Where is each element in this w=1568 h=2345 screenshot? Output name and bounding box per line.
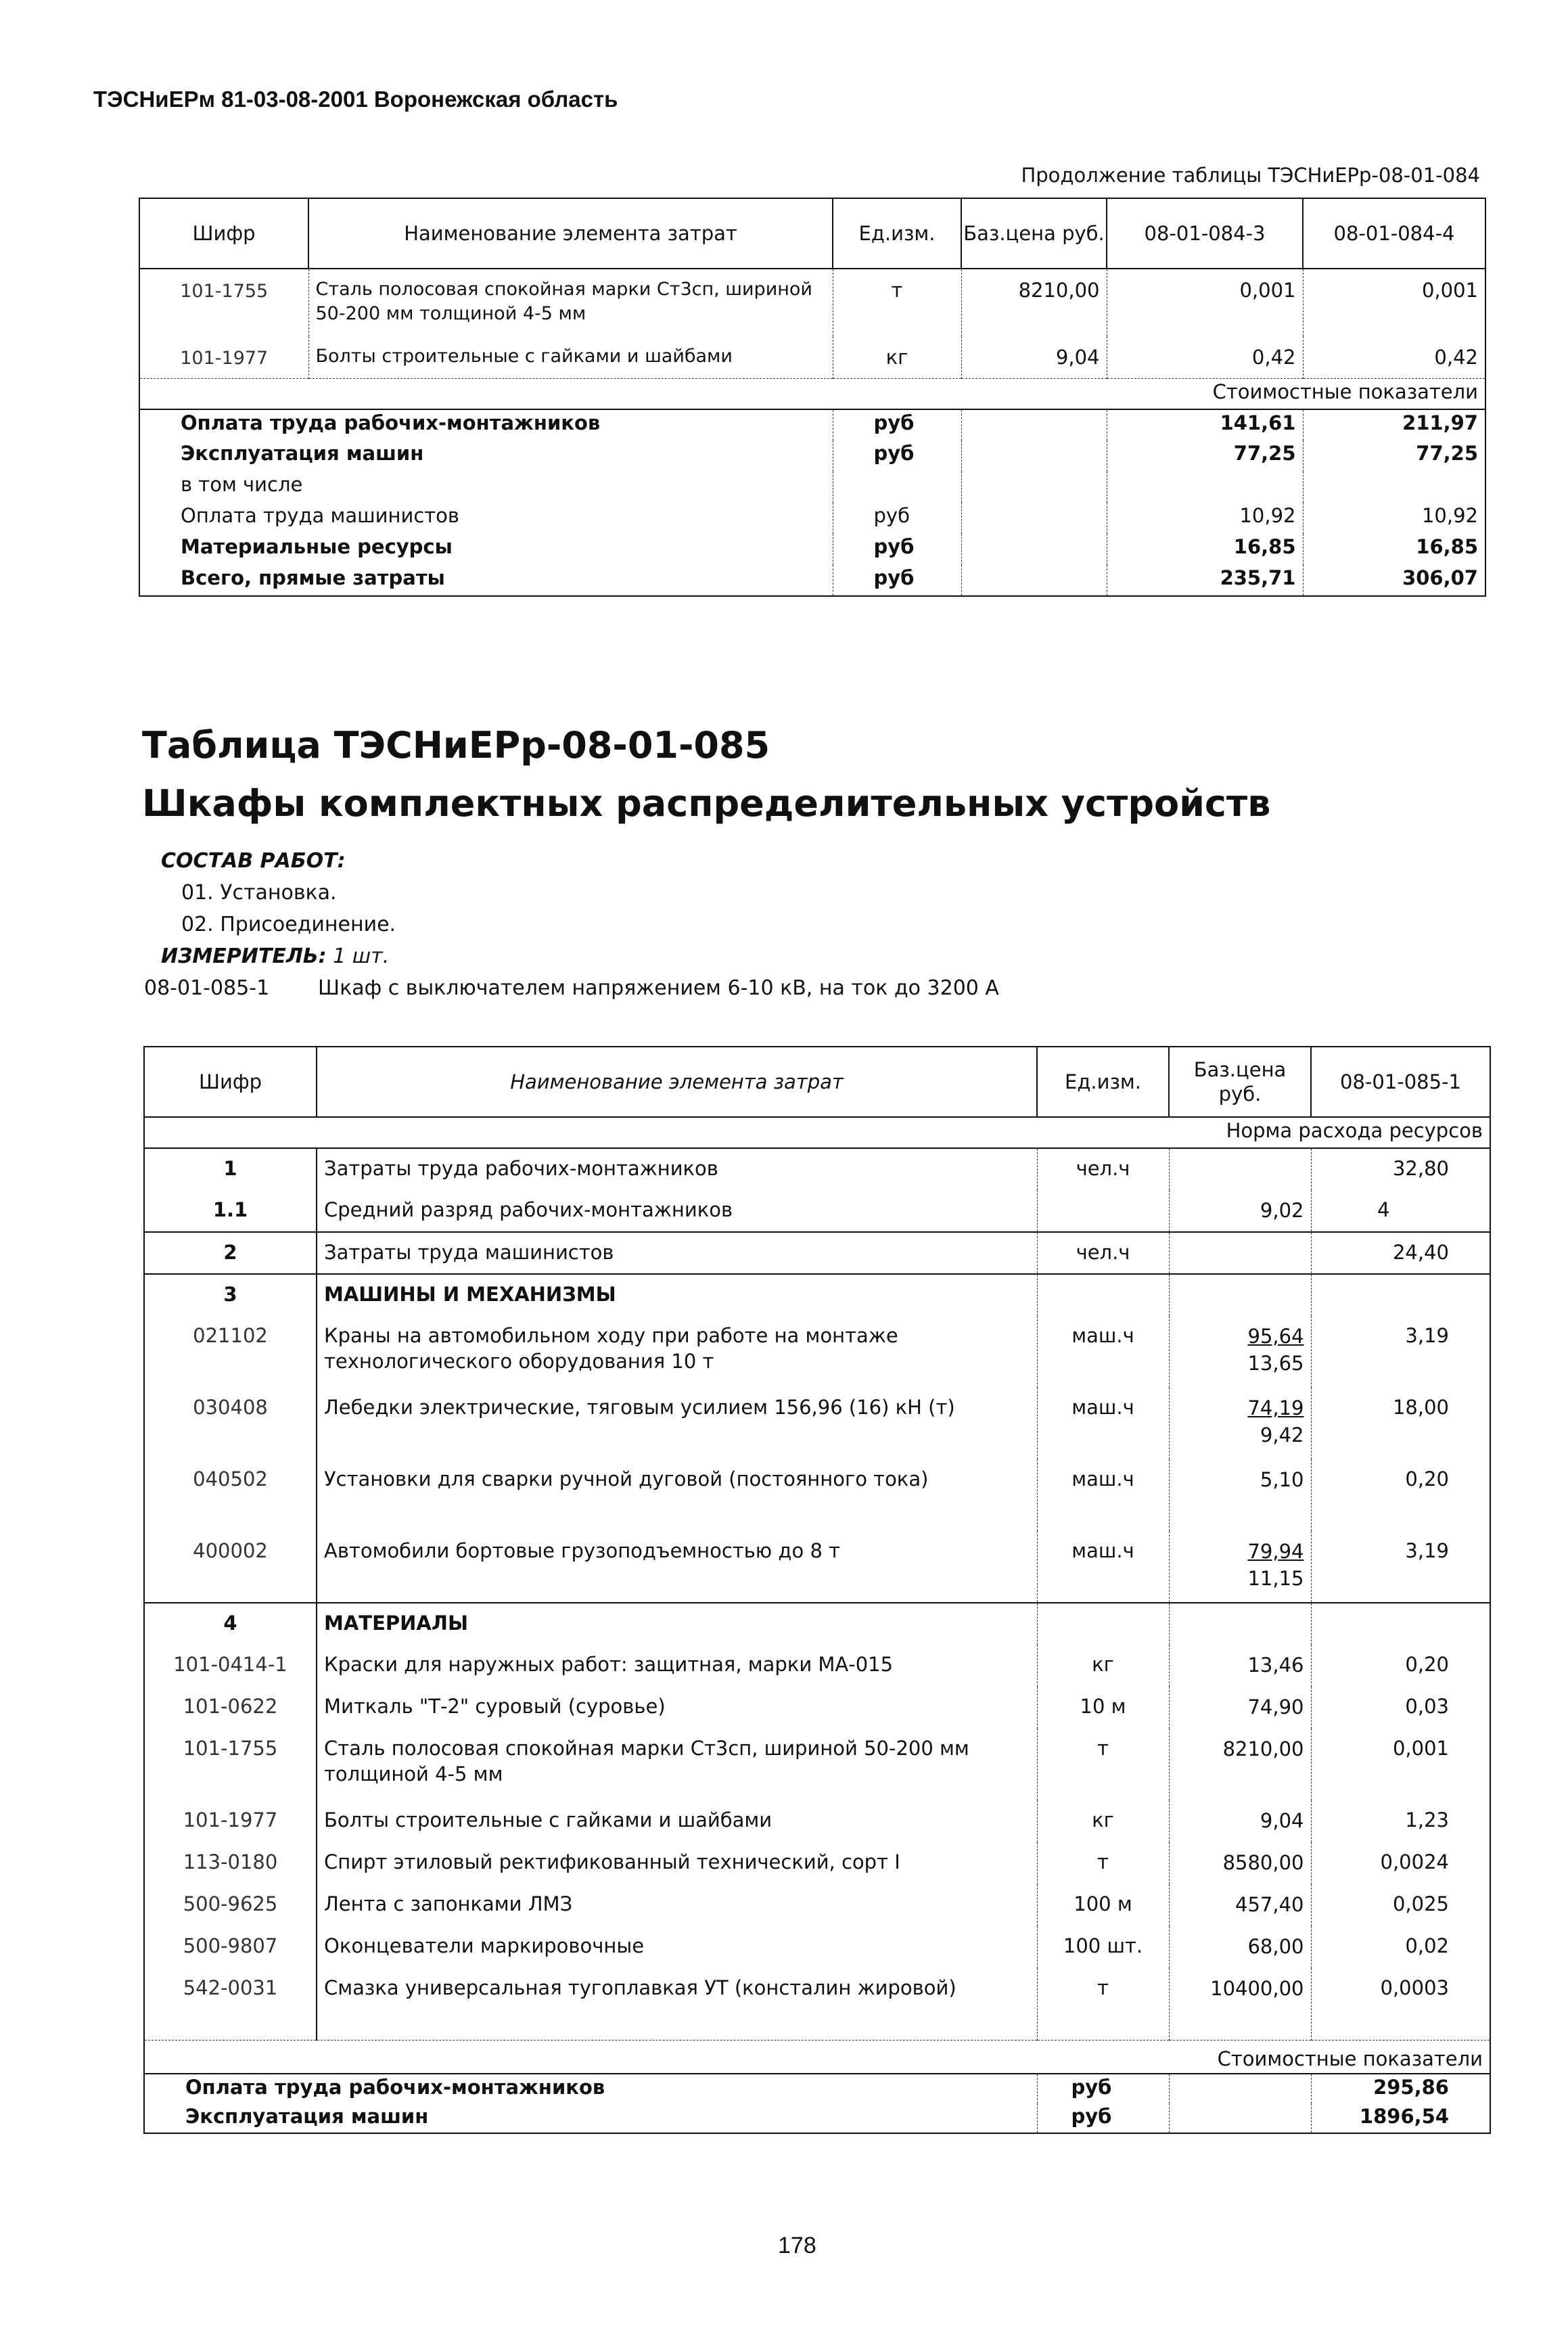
row-value: 0,0003 bbox=[1311, 1968, 1490, 2040]
row-value: 0,0024 bbox=[1311, 1842, 1490, 1884]
row-name: Установки для сварки ручной дуговой (постоянного тока) bbox=[317, 1459, 1037, 1531]
cost-price bbox=[961, 534, 1107, 565]
cost-unit: руб bbox=[1037, 2103, 1169, 2133]
row-unit bbox=[1037, 1190, 1169, 1232]
row-price-value: 13,46 bbox=[1247, 1654, 1304, 1677]
row-name: Средний разряд рабочих-монтажников bbox=[317, 1190, 1037, 1232]
row-price bbox=[1169, 1800, 1311, 1842]
cost-row bbox=[139, 534, 1485, 565]
row-unit: т bbox=[833, 269, 961, 336]
page-header: ТЭСНиЕРм 81-03-08-2001 Воронежская область bbox=[93, 87, 618, 112]
cost-price bbox=[1169, 2103, 1311, 2133]
page-number: 178 bbox=[778, 2233, 816, 2258]
row-price bbox=[1169, 1968, 1311, 2040]
work-step-1: 01. Установка. bbox=[181, 881, 337, 905]
cost-price bbox=[961, 409, 1107, 440]
row-price bbox=[1169, 1531, 1311, 1603]
col-header-unit: Ед.изм. bbox=[1037, 1047, 1169, 1117]
col-header-norm-4: 08-01-084-4 bbox=[1303, 198, 1485, 269]
cost-name: Эксплуатация машин bbox=[181, 442, 424, 465]
row-value: 0,025 bbox=[1311, 1884, 1490, 1926]
row-unit: чел.ч bbox=[1037, 1232, 1169, 1274]
row-code: 040502 bbox=[193, 1467, 268, 1490]
col-header-price: Баз.цена руб. bbox=[1169, 1047, 1311, 1117]
row-price-value: 74,19 bbox=[1247, 1396, 1304, 1419]
table-row bbox=[144, 1459, 1490, 1531]
row-name: Затраты труда машинистов bbox=[317, 1232, 1037, 1274]
cost-row bbox=[144, 2074, 1490, 2103]
table-row bbox=[144, 1884, 1490, 1926]
row-name: Болты строительные с гайками и шайбами bbox=[317, 1800, 1037, 1842]
cost-value-4 bbox=[1303, 472, 1485, 503]
row-code: 1 bbox=[223, 1157, 237, 1180]
row-value: 32,80 bbox=[1311, 1148, 1490, 1190]
row-name: Затраты труда рабочих-монтажников bbox=[317, 1148, 1037, 1190]
meter-label: ИЗМЕРИТЕЛЬ: bbox=[161, 944, 327, 968]
table-row bbox=[144, 1968, 1490, 2040]
row-price bbox=[1169, 1884, 1311, 1926]
cost-row bbox=[139, 472, 1485, 503]
row-price bbox=[1169, 1316, 1311, 1388]
col-header-code: Шифр bbox=[139, 198, 308, 269]
row-unit: т bbox=[1037, 1842, 1169, 1884]
row-code: 542-0031 bbox=[183, 1976, 278, 1999]
row-value: 0,03 bbox=[1311, 1687, 1490, 1729]
cost-value-4: 77,25 bbox=[1303, 440, 1485, 472]
row-price-value: 68,00 bbox=[1247, 1935, 1304, 1958]
row-price-value: 9,04 bbox=[1260, 1809, 1304, 1832]
row-name: Миткаль "Т-2" суровый (суровье) bbox=[317, 1687, 1037, 1729]
cost-price bbox=[961, 565, 1107, 596]
row-price bbox=[1169, 1148, 1311, 1190]
row-price bbox=[1169, 1842, 1311, 1884]
table-row bbox=[139, 269, 1485, 336]
row-value-4: 0,42 bbox=[1303, 336, 1485, 378]
row-name: Болты строительные с гайками и шайбами bbox=[308, 336, 833, 378]
row-unit bbox=[1037, 1603, 1169, 1645]
cost-unit: руб bbox=[833, 565, 961, 596]
row-name: Сталь полосовая спокойная марки Ст3сп, шириной 50-200 мм толщиной 4-5 мм bbox=[308, 269, 833, 336]
cost-name: Оплата труда рабочих-монтажников bbox=[181, 411, 601, 434]
row-value: 0,20 bbox=[1311, 1645, 1490, 1687]
table-row bbox=[144, 1232, 1490, 1274]
row-price-value: 8580,00 bbox=[1222, 1851, 1304, 1874]
section-title: Таблица ТЭСНиЕРр-08-01-085 bbox=[142, 724, 770, 767]
table-row bbox=[144, 1926, 1490, 1968]
cost-value-4: 211,97 bbox=[1303, 409, 1485, 440]
row-unit: т bbox=[1037, 1968, 1169, 2040]
table-header-row bbox=[139, 198, 1485, 269]
row-price bbox=[1169, 1274, 1311, 1316]
row-code: 4 bbox=[223, 1612, 237, 1635]
row-value-4: 0,001 bbox=[1303, 269, 1485, 336]
row-unit: 100 м bbox=[1037, 1884, 1169, 1926]
col-header-name: Наименование элемента затрат bbox=[317, 1047, 1037, 1117]
row-value bbox=[1311, 1603, 1490, 1645]
row-price-value: 74,90 bbox=[1247, 1695, 1304, 1718]
row-code: 101-1977 bbox=[180, 348, 269, 369]
row-price bbox=[1169, 1190, 1311, 1232]
cost-unit: руб bbox=[833, 503, 961, 534]
row-price bbox=[1169, 1459, 1311, 1531]
row-code: 101-0622 bbox=[183, 1695, 278, 1718]
row-name: Спирт этиловый ректификованный технический, сорт I bbox=[317, 1842, 1037, 1884]
row-code: 101-1755 bbox=[183, 1737, 278, 1760]
row-price bbox=[1169, 1645, 1311, 1687]
cost-value-3: 16,85 bbox=[1107, 534, 1303, 565]
row-name: Сталь полосовая спокойная марки Ст3сп, шириной 50-200 мм толщиной 4-5 мм bbox=[317, 1729, 1037, 1800]
row-price-secondary: 11,15 bbox=[1247, 1567, 1304, 1590]
row-price-value: 457,40 bbox=[1235, 1893, 1304, 1916]
col-header-unit: Ед.изм. bbox=[833, 198, 961, 269]
row-price-value: 5,10 bbox=[1260, 1468, 1304, 1491]
table-row bbox=[144, 1388, 1490, 1459]
cost-price bbox=[1169, 2074, 1311, 2103]
row-price-value: 79,94 bbox=[1247, 1540, 1304, 1563]
row-unit: кг bbox=[1037, 1800, 1169, 1842]
row-code: 101-1755 bbox=[180, 281, 269, 302]
row-value: 0,001 bbox=[1311, 1729, 1490, 1800]
row-value: 3,19 bbox=[1311, 1531, 1490, 1603]
cost-unit: руб bbox=[1037, 2074, 1169, 2103]
row-value: 0,02 bbox=[1311, 1926, 1490, 1968]
row-code: 030408 bbox=[193, 1396, 268, 1419]
table-continuation-label: Продолжение таблицы ТЭСНиЕРр-08-01-084 bbox=[1021, 164, 1480, 187]
row-price bbox=[1169, 1729, 1311, 1800]
cost-unit: руб bbox=[833, 440, 961, 472]
cost-name: Всего, прямые затраты bbox=[181, 566, 445, 589]
row-unit: чел.ч bbox=[1037, 1148, 1169, 1190]
row-price bbox=[1169, 1232, 1311, 1274]
cost-unit: руб bbox=[833, 409, 961, 440]
cost-value-4: 16,85 bbox=[1303, 534, 1485, 565]
cost-value-3 bbox=[1107, 472, 1303, 503]
row-value: 4 bbox=[1311, 1190, 1490, 1232]
row-unit: маш.ч bbox=[1037, 1388, 1169, 1459]
cost-value-3: 141,61 bbox=[1107, 409, 1303, 440]
row-price-value: 8210,00 bbox=[1222, 1737, 1304, 1760]
row-name: Смазка универсальная тугоплавкая УТ (консталин жировой) bbox=[317, 1968, 1037, 2040]
row-name: Оконцеватели маркировочные bbox=[317, 1926, 1037, 1968]
table-row bbox=[144, 1316, 1490, 1388]
col-header-name: Наименование элемента затрат bbox=[308, 198, 833, 269]
cost-section-header: Стоимостные показатели bbox=[144, 2040, 1490, 2074]
col-header-code: Шифр bbox=[144, 1047, 317, 1117]
cost-name: Эксплуатация машин bbox=[185, 2105, 429, 2128]
row-value-3: 0,42 bbox=[1107, 336, 1303, 378]
row-code: 400002 bbox=[193, 1539, 268, 1562]
cost-price bbox=[961, 503, 1107, 534]
table-row bbox=[144, 1603, 1490, 1645]
col-header-norm-3: 08-01-084-3 bbox=[1107, 198, 1303, 269]
cost-price bbox=[961, 440, 1107, 472]
cost-unit: руб bbox=[833, 534, 961, 565]
row-name: МАШИНЫ И МЕХАНИЗМЫ bbox=[317, 1274, 1037, 1316]
cost-name: в том числе bbox=[181, 473, 303, 496]
cost-name: Материальные ресурсы bbox=[181, 535, 453, 558]
norm-section-header: Норма расхода ресурсов bbox=[144, 1117, 1490, 1148]
row-name: Краски для наружных работ: защитная, марки МА-015 bbox=[317, 1645, 1037, 1687]
row-code: 021102 bbox=[193, 1324, 268, 1347]
cost-section-header: Стоимостные показатели bbox=[139, 378, 1485, 409]
table-row bbox=[144, 1531, 1490, 1603]
row-price: 8210,00 bbox=[961, 269, 1107, 336]
item-name: Шкаф с выключателем напряжением 6-10 кВ, на ток до 3200 А bbox=[318, 976, 999, 1000]
cost-section-header-row bbox=[139, 378, 1485, 409]
section-subtitle: Шкафы комплектных распределительных устройств bbox=[142, 782, 1271, 825]
row-name: Автомобили бортовые грузоподъемностью до 8 т bbox=[317, 1531, 1037, 1603]
table-row bbox=[144, 1842, 1490, 1884]
row-unit: 100 шт. bbox=[1037, 1926, 1169, 1968]
row-name: Краны на автомобильном ходу при работе на монтаже технологического оборудования 10 т bbox=[317, 1316, 1037, 1388]
row-price-secondary: 9,42 bbox=[1260, 1424, 1304, 1447]
row-unit: маш.ч bbox=[1037, 1316, 1169, 1388]
row-value: 24,40 bbox=[1311, 1232, 1490, 1274]
row-code: 3 bbox=[223, 1283, 237, 1306]
table-row bbox=[144, 1687, 1490, 1729]
row-code: 101-0414-1 bbox=[173, 1653, 287, 1676]
row-code: 500-9625 bbox=[183, 1892, 278, 1915]
table-row bbox=[144, 1190, 1490, 1232]
row-unit: маш.ч bbox=[1037, 1531, 1169, 1603]
cost-section-header-row bbox=[144, 2040, 1490, 2074]
cost-row bbox=[139, 503, 1485, 534]
row-price bbox=[1169, 1603, 1311, 1645]
row-price-secondary: 13,65 bbox=[1247, 1352, 1304, 1375]
row-name: Лебедки электрические, тяговым усилием 156,96 (16) кН (т) bbox=[317, 1388, 1037, 1459]
row-unit: маш.ч bbox=[1037, 1459, 1169, 1531]
table-row bbox=[139, 336, 1485, 378]
row-unit: кг bbox=[1037, 1645, 1169, 1687]
col-header-norm: 08-01-085-1 bbox=[1311, 1047, 1490, 1117]
table-row bbox=[144, 1645, 1490, 1687]
row-value: 1,23 bbox=[1311, 1800, 1490, 1842]
composition-label: СОСТАВ РАБОТ: bbox=[161, 849, 346, 873]
resource-table-08-01-085 bbox=[143, 1046, 1491, 2134]
table-row bbox=[144, 1274, 1490, 1316]
row-price-value: 95,64 bbox=[1247, 1325, 1304, 1348]
table-row bbox=[144, 1800, 1490, 1842]
row-price bbox=[1169, 1687, 1311, 1729]
row-value-3: 0,001 bbox=[1107, 269, 1303, 336]
row-code: 1.1 bbox=[212, 1198, 248, 1221]
row-value: 3,19 bbox=[1311, 1316, 1490, 1388]
cost-value-3: 235,71 bbox=[1107, 565, 1303, 596]
row-unit: т bbox=[1037, 1729, 1169, 1800]
cost-row bbox=[144, 2103, 1490, 2133]
cost-row bbox=[139, 440, 1485, 472]
cost-price bbox=[961, 472, 1107, 503]
cost-unit bbox=[833, 472, 961, 503]
row-price-value: 10400,00 bbox=[1210, 1977, 1304, 2000]
row-unit bbox=[1037, 1274, 1169, 1316]
item-code: 08-01-085-1 bbox=[144, 976, 270, 1000]
cost-value-4: 10,92 bbox=[1303, 503, 1485, 534]
table-row bbox=[144, 1148, 1490, 1190]
row-unit: кг bbox=[833, 336, 961, 378]
row-code: 2 bbox=[223, 1241, 237, 1264]
row-value bbox=[1311, 1274, 1490, 1316]
cost-table-08-01-084 bbox=[139, 198, 1486, 597]
row-value: 0,20 bbox=[1311, 1459, 1490, 1531]
work-step-2: 02. Присоединение. bbox=[181, 913, 396, 936]
row-price: 9,04 bbox=[961, 336, 1107, 378]
row-name: МАТЕРИАЛЫ bbox=[317, 1603, 1037, 1645]
cost-value-3: 77,25 bbox=[1107, 440, 1303, 472]
row-code: 113-0180 bbox=[183, 1850, 278, 1873]
row-price-value: 9,02 bbox=[1260, 1199, 1304, 1222]
row-code: 101-1977 bbox=[183, 1808, 278, 1831]
meter-line bbox=[161, 944, 389, 968]
cost-value: 295,86 bbox=[1311, 2074, 1490, 2103]
table-header-row bbox=[144, 1047, 1490, 1117]
row-price bbox=[1169, 1926, 1311, 1968]
cost-name: Оплата труда рабочих-монтажников bbox=[185, 2076, 605, 2099]
col-header-price: Баз.цена руб. bbox=[961, 198, 1107, 269]
cost-value: 1896,54 bbox=[1311, 2103, 1490, 2133]
row-code: 500-9807 bbox=[183, 1934, 278, 1957]
cost-value-4: 306,07 bbox=[1303, 565, 1485, 596]
meter-value: 1 шт. bbox=[333, 944, 390, 968]
row-value: 18,00 bbox=[1311, 1388, 1490, 1459]
cost-row bbox=[139, 409, 1485, 440]
cost-row bbox=[139, 565, 1485, 596]
cost-value-3: 10,92 bbox=[1107, 503, 1303, 534]
row-name: Лента с запонками ЛМЗ bbox=[317, 1884, 1037, 1926]
cost-name: Оплата труда машинистов bbox=[181, 504, 459, 527]
row-unit: 10 м bbox=[1037, 1687, 1169, 1729]
row-price bbox=[1169, 1388, 1311, 1459]
table-row bbox=[144, 1729, 1490, 1800]
norm-section-header-row bbox=[144, 1117, 1490, 1148]
